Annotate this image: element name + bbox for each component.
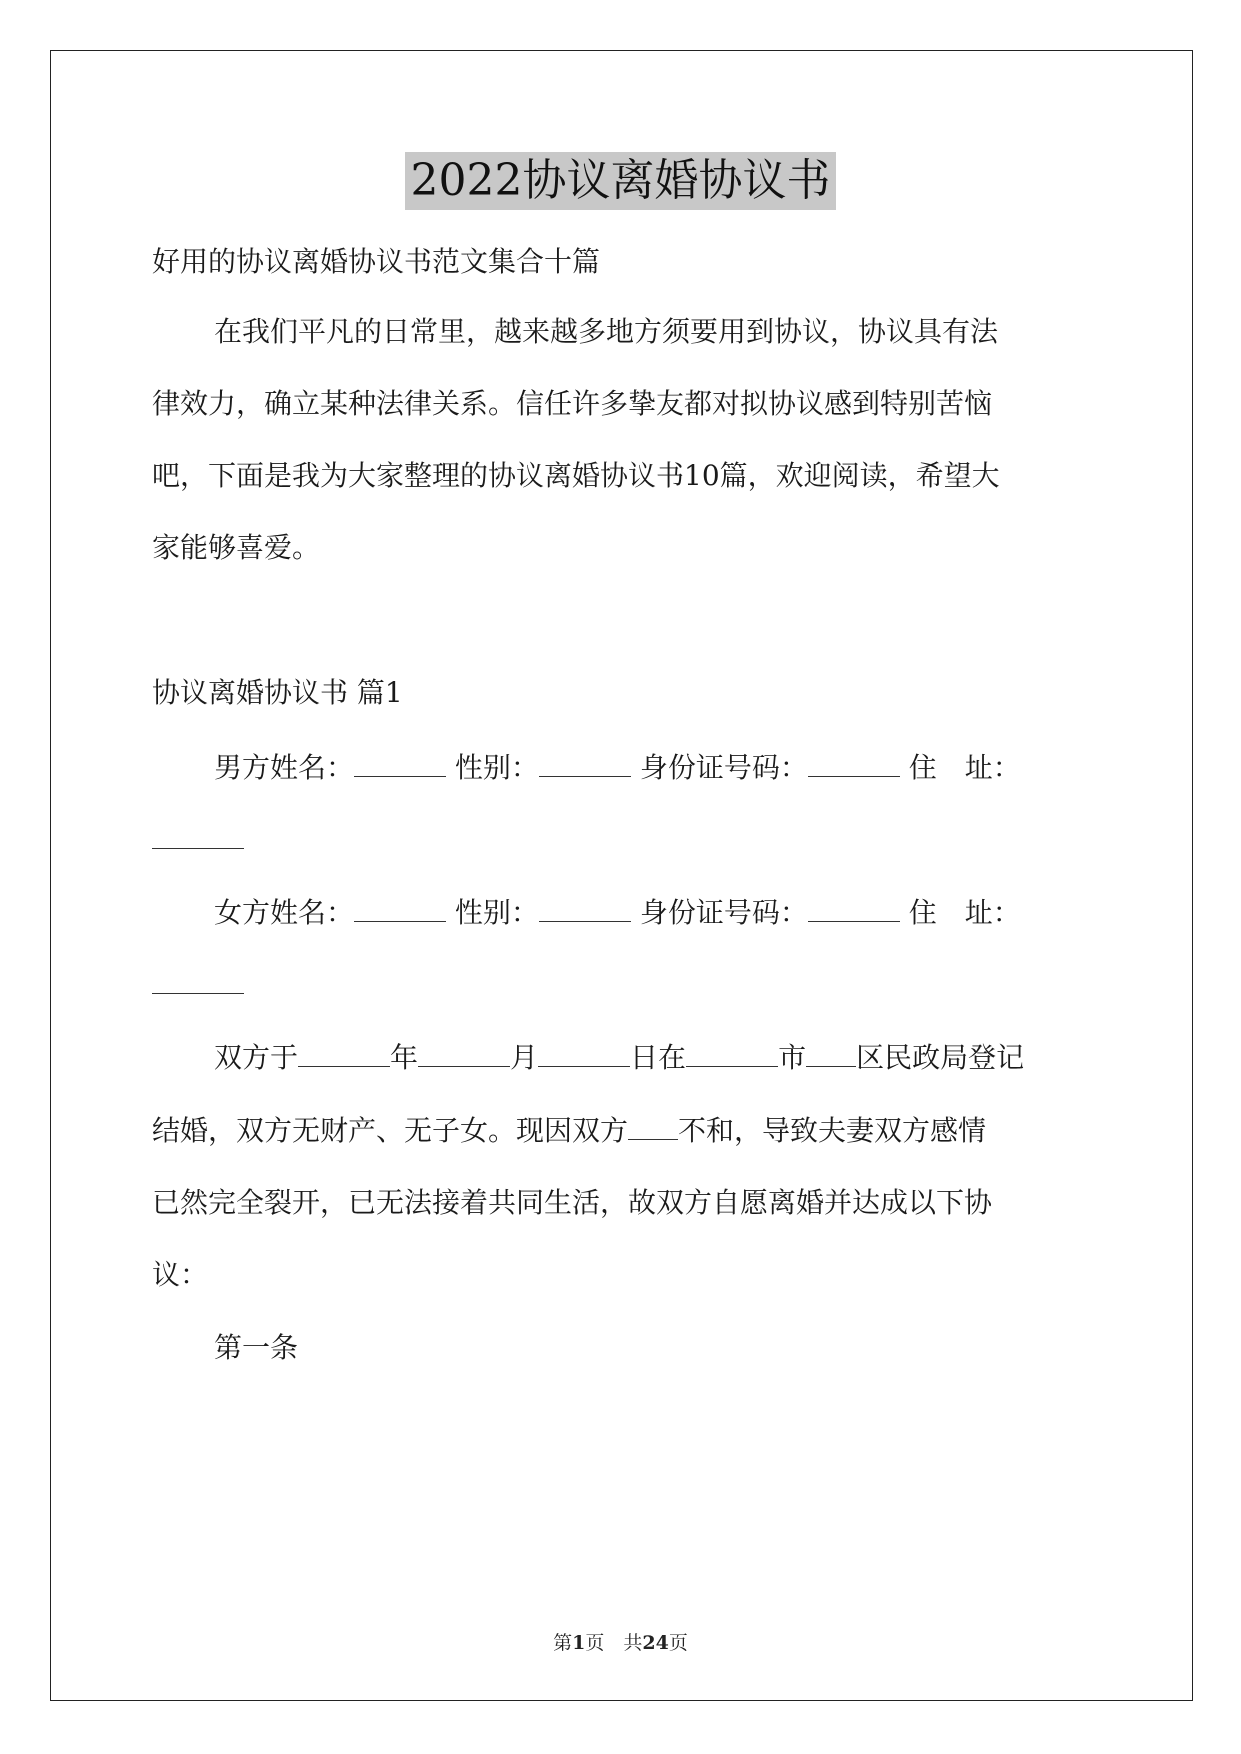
marriage-reason-blank[interactable] [628,1111,678,1140]
male-name-blank[interactable] [354,748,446,777]
female-id-label: 身份证号码： [639,896,808,929]
intro-line-4: 家能够喜爱。 [152,531,321,564]
title-container [0,152,1241,210]
section-heading: 协议离婚协议书 篇1 [152,676,403,709]
female-info-line [214,893,1021,933]
female-id-blank[interactable] [808,893,900,922]
marriage-line-2 [152,1111,986,1151]
footer-page-mid: 页 共 [585,1632,643,1654]
male-id-label: 身份证号码： [639,751,808,784]
female-address-line [152,965,244,1005]
marriage-line-1 [214,1038,1024,1078]
article-1-heading: 第一条 [214,1331,299,1364]
female-address-blank[interactable] [152,965,244,994]
footer-page-prefix: 第 [553,1632,573,1654]
footer-page-suffix: 页 [668,1632,688,1654]
footer-page-number: 1 [572,1632,586,1654]
male-info-line [214,748,1021,788]
female-address-label: 住 址： [908,896,1021,929]
page-footer [0,1628,1241,1655]
female-name-label: 女方姓名： [214,896,355,929]
female-name-blank[interactable] [354,893,446,922]
marriage-district-label: 区民政局登记 [856,1041,1025,1074]
marriage-city-label: 市 [778,1041,807,1074]
intro-line-3: 吧，下面是我为大家整理的协议离婚协议书10篇，欢迎阅读，希望大 [152,459,1000,492]
female-gender-label: 性别： [454,896,539,929]
male-id-blank[interactable] [808,748,900,777]
marriage-month-blank[interactable] [418,1038,510,1067]
marriage-year-label: 年 [390,1041,419,1074]
marriage-day-blank[interactable] [538,1038,630,1067]
male-address-line [152,820,244,860]
female-gender-blank[interactable] [539,893,631,922]
document-title: 2022协议离婚协议书 [405,152,837,210]
marriage-line-2b: 不和，导致夫妻双方感情 [678,1114,987,1147]
male-gender-label: 性别： [454,751,539,784]
male-address-blank[interactable] [152,820,244,849]
marriage-month-label: 月 [510,1041,539,1074]
footer-total-pages: 24 [642,1632,669,1654]
intro-line-2: 律效力，确立某种法律关系。信任许多挚友都对拟协议感到特别苦恼 [152,387,993,420]
page-border [50,50,1193,1701]
intro-line-1: 在我们平凡的日常里，越来越多地方须要用到协议，协议具有法 [214,315,999,348]
marriage-district-blank[interactable] [806,1038,856,1067]
document-subtitle: 好用的协议离婚协议书范文集合十篇 [152,245,601,278]
marriage-year-blank[interactable] [298,1038,390,1067]
marriage-prefix: 双方于 [214,1041,299,1074]
marriage-line-2a: 结婚，双方无财产、无子女。现因双方 [152,1114,629,1147]
male-address-label: 住 址： [908,751,1021,784]
marriage-line-3: 已然完全裂开，已无法接着共同生活，故双方自愿离婚并达成以下协 [152,1186,993,1219]
male-gender-blank[interactable] [539,748,631,777]
male-name-label: 男方姓名： [214,751,355,784]
marriage-day-label: 日在 [630,1041,687,1074]
marriage-line-4: 议： [152,1258,209,1291]
marriage-city-blank[interactable] [686,1038,778,1067]
